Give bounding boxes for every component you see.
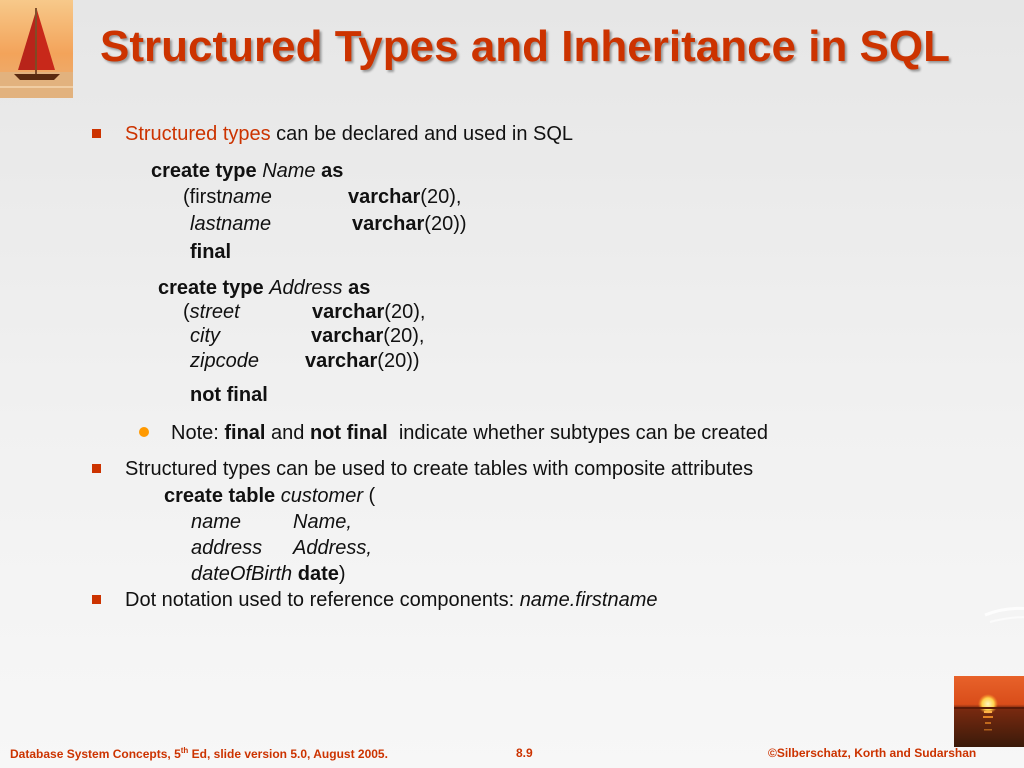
bullet-text: Dot notation used to reference components: xyxy=(125,589,520,611)
close-paren: ) xyxy=(338,563,346,585)
code-address-row-type xyxy=(311,324,424,348)
bullet-square xyxy=(92,464,101,473)
note-final-not-final xyxy=(171,421,768,445)
code-create-type-name xyxy=(151,159,343,183)
keyword-varchar: varchar xyxy=(305,350,378,372)
field-lastname: lastname xyxy=(190,213,272,235)
slide-number: 8.9 xyxy=(516,746,533,760)
code-create-table xyxy=(164,484,375,508)
type-suffix: (20)) xyxy=(424,213,467,235)
keyword-create-table: create table xyxy=(164,485,276,507)
column-type: Address, xyxy=(293,537,372,559)
keyword-date: date xyxy=(297,563,339,585)
note-prefix: Note: xyxy=(171,422,225,444)
field-name: street xyxy=(189,301,240,323)
keyword-varchar: varchar xyxy=(352,213,425,235)
field-name: name xyxy=(221,186,272,208)
code-name-line1-type xyxy=(348,185,461,209)
footer-text: Database System Concepts, 5 xyxy=(10,747,181,761)
type-name: Name xyxy=(262,160,316,182)
bullet-text: can be declared and used in SQL xyxy=(270,123,574,145)
keyword-varchar: varchar xyxy=(348,186,421,208)
dot-notation-example: name.firstname xyxy=(519,589,658,611)
footer-copyright: ©Silberschatz, Korth and Sudarshan xyxy=(768,746,977,760)
keyword-as: as xyxy=(348,277,371,299)
bullet-square xyxy=(92,129,101,138)
sailboat-logo xyxy=(0,0,73,98)
keyword-as: as xyxy=(321,160,344,182)
bullet-dot-notation xyxy=(125,588,658,612)
note-text: indicate whether subtypes can be created xyxy=(387,422,768,444)
code-address-row-type xyxy=(312,300,425,324)
bullet-structured-types xyxy=(125,122,573,146)
column-name: address xyxy=(191,537,263,559)
bullet-dot xyxy=(139,427,149,437)
type-suffix: (20), xyxy=(420,186,462,208)
column-type: Name, xyxy=(293,511,352,533)
decorative-swoosh xyxy=(980,560,1024,680)
code-name-line1 xyxy=(183,185,272,209)
keyword-create-type: create type xyxy=(158,277,264,299)
keyword-not-final: not final xyxy=(309,422,388,444)
keyword-final: final xyxy=(190,241,232,263)
code-create-type-address xyxy=(158,276,370,300)
code-address-row xyxy=(183,300,240,324)
bullet-composite-attributes: Structured types can be used to create tables with composite attributes xyxy=(125,458,754,480)
page-title: Structured Types and Inheritance in SQL xyxy=(100,22,951,71)
field-city: city xyxy=(190,325,220,347)
type-suffix: (20), xyxy=(383,325,425,347)
column-dateofbirth xyxy=(191,562,346,586)
footer-left xyxy=(10,746,388,761)
code-address-row-type xyxy=(305,349,420,373)
sunset-logo xyxy=(954,676,1024,747)
keyword-final: final xyxy=(224,422,266,444)
column-name: dateOfBirth xyxy=(191,563,293,585)
bullet-square xyxy=(92,595,101,604)
type-suffix: (20)) xyxy=(377,350,420,372)
open-paren: ( xyxy=(362,485,376,507)
keyword-create-type: create type xyxy=(151,160,257,182)
type-name: Address xyxy=(269,277,343,299)
field-prefix: (first xyxy=(183,186,222,208)
footer-superscript: th xyxy=(180,746,189,755)
code-name-line2-type xyxy=(352,212,467,236)
note-and: and xyxy=(265,422,310,444)
keyword-varchar: varchar xyxy=(311,325,384,347)
footer-text: Ed, slide version 5.0, August 2005. xyxy=(188,747,388,761)
column-name: name xyxy=(191,511,242,533)
type-suffix: (20), xyxy=(384,301,426,323)
keyword-varchar: varchar xyxy=(312,301,385,323)
keyword-not-final: not final xyxy=(190,384,268,406)
field-zipcode: zipcode xyxy=(190,350,259,372)
table-name: customer xyxy=(280,485,363,507)
highlight-structured-types: Structured types xyxy=(125,123,271,145)
open-paren: ( xyxy=(183,301,190,323)
